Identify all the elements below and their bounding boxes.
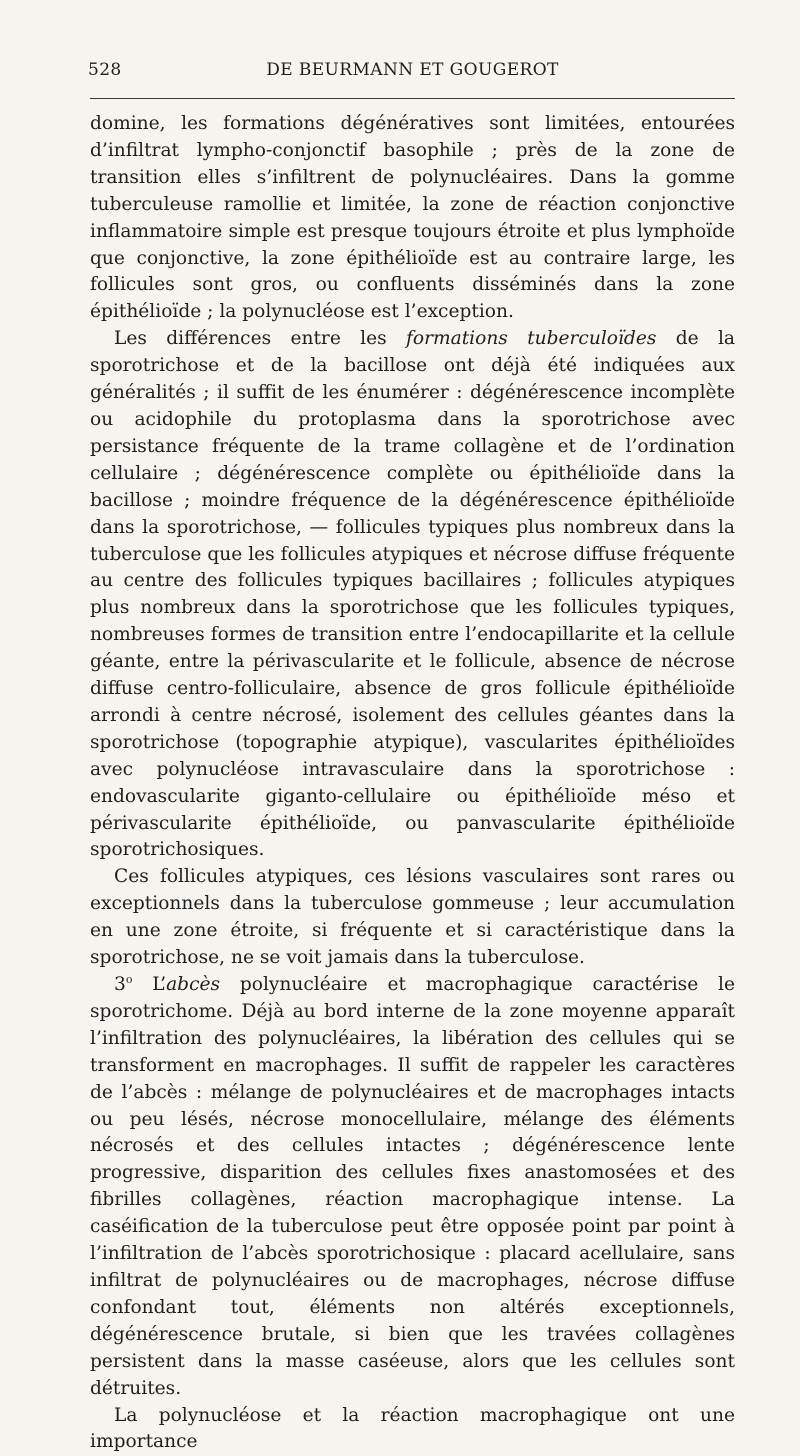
italic-term-formations-tuberculoides: formations tuberculoïdes	[406, 328, 656, 349]
paragraph-1: domine, les formations dégénératives sont limitées, entourées d’infiltrat lympho-conjonctif basophile ; près de la zone de transition elles s’infiltrent de polynucléaires. Dans la gomme tuberculeuse ramollie et limitée, la zone de réaction conjonctive inflammatoire simple est presque toujours étroite et plus lymphoïde que conjonctive, la zone épithélioïde est au contraire large, les follicules sont gros, ou confluents disséminés dans la zone épithélioïde ; la polynucléose est l’exception.	[90, 111, 735, 326]
paragraph-4-lead: L’	[132, 974, 166, 995]
paragraph-2-text-after: de la sporotrichose et de la bacillose ont déjà été indiquées aux généralités ; il suffit de les énumérer : dégénérescence incomplète ou acidophile du protoplasma dans la sporotrichose avec persistance fréquente de la trame collagène et de l’ordination cellulaire ; dégénérescence complète ou épithélioïde dans la bacillose ; moindre fréquence de la dégénérescence épithélioïde dans la sporotrichose, — follicules typiques plus nombreux dans la tuberculose que les follicules atypiques et nécrose diffuse fréquente au centre des follicules typiques bacillaires ; follicules atypiques plus nombreux dans la sporotrichose que les follicules typiques, nombreuses formes de transition entre l’endocapillarite et la cellule géante, entre la périvascularite et le follicule, absence de nécrose diffuse centro-folliculaire, absence de gros follicule épithélioïde arrondi à centre nécrosé, isolement des cellules géantes dans la sporotrichose (topographie atypique), vascularites épithélioïdes avec polynucléose intravasculaire dans la sporotrichose : endovascularite giganto-cellulaire ou épithélioïde méso et périvascularite épithélioïde, ou panvascularite épithélioïde sporotrichosiques.	[90, 328, 735, 860]
paragraph-4	[90, 972, 735, 1403]
italic-term-abces: abcès	[166, 974, 220, 995]
running-title: DE BEURMANN ET GOUGEROT	[90, 60, 735, 80]
page-number: 528	[88, 60, 122, 80]
header-rule	[90, 98, 735, 99]
paragraph-4-text-after: polynucléaire et macrophagique caractérise le sporotrichome. Déjà au bord interne de la zone moyenne apparaît l’infiltration des polynucléaires, la libération des cellules qui se transforment en macrophages. Il suffit de rappeler les caractères de l’abcès : mélange de polynucléaires et de macrophages intacts ou peu lésés, nécrose monocellulaire, mélange des éléments nécrosés et des cellules intactes ; dégénérescence lente progressive, disparition des cellules fixes anastomosées et des fibrilles collagènes, réaction macrophagique intense. La caséification de la tuberculose peut être opposée point par point à l’infiltration de l’abcès sporotrichosique : placard acellulaire, sans infiltrat de polynucléaires ou de macrophages, nécrose diffuse confondant tout, éléments non altérés exceptionnels, dégénérescence brutale, si bien que les travées collagènes persistent dans la masse caséeuse, alors que les cellules sont détruites.	[90, 974, 735, 1399]
ordinal-superscript: o	[126, 973, 133, 986]
paragraph-3: Ces follicules atypiques, ces lésions vasculaires sont rares ou exceptionnels dans la tuberculose gommeuse ; leur accumulation en une zone étroite, si fréquente et si caractéristique dans la sporotrichose, ne se voit jamais dans la tuberculose.	[90, 864, 735, 972]
section-number: 3	[114, 974, 126, 995]
running-header	[90, 56, 735, 86]
paragraph-2-text-before: Les différences entre les	[114, 328, 406, 349]
paragraph-2	[90, 326, 735, 864]
book-page	[90, 56, 735, 1456]
paragraph-5: La polynucléose et la réaction macrophagique ont une importance	[90, 1403, 735, 1456]
